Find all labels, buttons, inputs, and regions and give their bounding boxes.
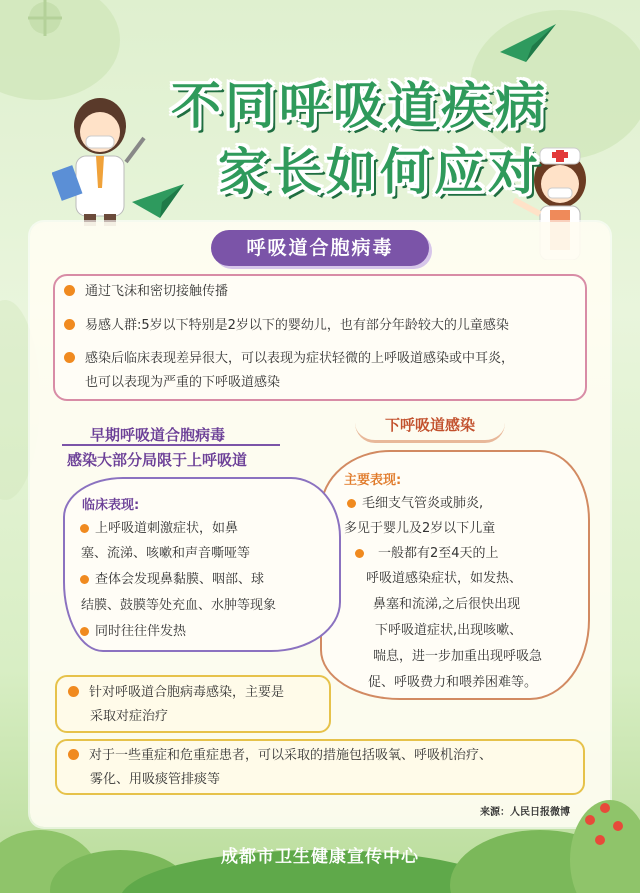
lower-line: 促、呼吸费力和喂养困难等。 [368, 675, 538, 690]
early-label: 临床表现: [82, 498, 140, 513]
intro-point: 感染后临床表现差异很大，可以表现为症状轻微的上呼吸道感染或中耳炎， [64, 348, 514, 370]
lower-line: 毛细支气管炎或肺炎, [347, 493, 483, 515]
early-line: 查体会发现鼻黏膜、咽部、球 [80, 569, 264, 591]
lower-line: 多见于婴儿及2岁以下儿童 [344, 521, 496, 536]
intro-point: 易感人群:5岁以下特别是2岁以下的婴幼儿，也有部分年龄较大的儿童感染 [64, 315, 509, 337]
lower-heading: 下呼吸道感染 [355, 410, 505, 443]
lower-line: 下呼吸道症状,出现咳嗽、 [375, 623, 523, 638]
bullet-icon [68, 749, 79, 760]
severe-line: 对于一些重症和危重症患者，可以采取的措施包括吸氧、呼吸机治疗、 [68, 745, 492, 767]
source-credit: 来源：人民日报微博 [480, 807, 570, 818]
foliage-decoration [0, 760, 640, 893]
lower-line: 喘息，进一步加重出现呼吸急 [373, 649, 543, 664]
footer-org: 成都市卫生健康宣传中心 [221, 847, 419, 867]
bullet-icon [355, 549, 364, 558]
early-heading-2: 感染大部分局限于上呼吸道 [67, 451, 248, 469]
paper-plane-icon [498, 22, 558, 64]
page-title-line1: 不同呼吸道疾病 [171, 77, 549, 135]
early-line: 同时往往伴发热 [80, 621, 186, 643]
intro-point: 通过飞沫和密切接触传播 [64, 281, 228, 303]
bullet-icon [80, 575, 89, 584]
section-title: 呼吸道合胞病毒 [211, 230, 429, 266]
bullet-icon [64, 319, 75, 330]
intro-point-cont: 也可以表现为严重的下呼吸道感染 [85, 375, 281, 390]
virus-icon [0, 0, 90, 60]
early-line: 塞、流涕、咳嗽和声音嘶哑等 [81, 546, 251, 561]
heading-underline [62, 444, 280, 446]
treatment-line: 采取对症治疗 [90, 709, 169, 724]
page-title-line2: 家长如何应对 [218, 143, 542, 201]
lower-line: 鼻塞和流涕,之后很快出现 [373, 597, 521, 612]
bullet-icon [80, 524, 89, 533]
early-heading-1: 早期呼吸道合胞病毒 [90, 426, 226, 444]
bullet-icon [347, 499, 356, 508]
early-line: 上呼吸道刺激症状，如鼻 [80, 518, 238, 540]
treatment-line: 针对呼吸道合胞病毒感染，主要是 [68, 682, 284, 704]
severe-line: 雾化、用吸痰管排痰等 [90, 772, 221, 787]
bullet-icon [68, 686, 79, 697]
lower-line: 一般都有2至4天的上 [355, 543, 499, 565]
bullet-icon [80, 627, 89, 636]
early-line: 结膜、鼓膜等处充血、水肿等现象 [81, 598, 277, 613]
bullet-icon [64, 285, 75, 296]
lower-label: 主要表现: [344, 473, 402, 488]
bullet-icon [64, 352, 75, 363]
lower-line: 呼吸道感染症状，如发热、 [366, 571, 523, 586]
